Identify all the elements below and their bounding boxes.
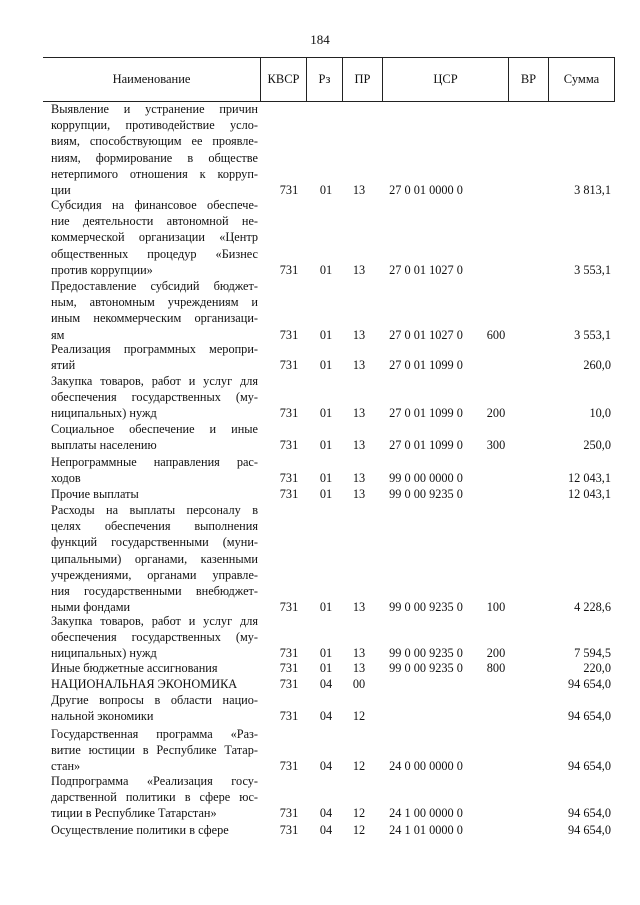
row-name-line: ными фондами — [51, 600, 131, 615]
row-name-line: стан» — [51, 759, 81, 774]
cell-rz: 01 — [319, 327, 333, 342]
cell-rz: 01 — [319, 182, 333, 197]
row-name-line: Иные бюджетные ассигнования — [51, 661, 218, 675]
row-name-line: обеспечения государственных (му- — [51, 630, 258, 645]
cell-pr: 13 — [352, 600, 366, 615]
cell-sum: 94 654,0 — [567, 806, 611, 821]
cell-kvsr: 731 — [279, 660, 299, 675]
table-row — [51, 613, 611, 662]
cell-sum: 250,0 — [583, 438, 611, 453]
row-name — [51, 613, 258, 662]
row-name — [51, 373, 258, 422]
row-name-line: Реализация программных меропри- — [51, 342, 258, 356]
row-name-line: обеспечения государственных (му- — [51, 390, 258, 405]
cell-sum: 7 594,5 — [574, 646, 611, 661]
cell-vr: 100 — [486, 600, 506, 615]
row-name-line: Государственная программа «Раз- — [51, 727, 258, 741]
cell-sum: 94 654,0 — [567, 709, 611, 724]
row-name — [51, 660, 258, 676]
row-name-line: Непрограммные направления рас- — [51, 455, 258, 469]
row-name — [51, 421, 258, 453]
cell-rz: 01 — [319, 486, 333, 501]
cell-csr: 27 0 01 1027 0 — [389, 327, 463, 342]
cell-csr: 27 0 01 1099 0 — [389, 406, 463, 421]
row-name-line: нальной экономики — [51, 709, 154, 724]
table-row — [51, 341, 611, 373]
row-name — [51, 692, 258, 724]
row-name-line: функций государственными (муни- — [51, 535, 258, 550]
cell-kvsr: 731 — [279, 358, 299, 373]
cell-rz: 01 — [319, 471, 333, 486]
cell-pr: 13 — [352, 262, 366, 277]
cell-csr: 24 1 00 0000 0 — [389, 806, 463, 821]
cell-kvsr: 731 — [279, 676, 299, 691]
cell-rz: 04 — [319, 822, 333, 837]
row-name — [51, 341, 258, 373]
row-name-line: Закупка товаров, работ и услуг для — [51, 374, 258, 388]
cell-kvsr: 731 — [279, 486, 299, 501]
cell-kvsr: 731 — [279, 327, 299, 342]
row-name — [51, 454, 258, 486]
cell-rz: 04 — [319, 759, 333, 774]
header-rz: Рз — [306, 58, 342, 101]
row-name-line: Другие вопросы в области нацио- — [51, 693, 258, 707]
cell-csr: 99 0 00 9235 0 — [389, 646, 463, 661]
row-name-line: ниципальных) нужд — [51, 406, 157, 421]
header-name: Наименование — [112, 72, 191, 86]
cell-pr: 13 — [352, 486, 366, 501]
table-row — [51, 692, 611, 724]
cell-kvsr: 731 — [279, 806, 299, 821]
cell-csr: 27 0 01 1099 0 — [389, 438, 463, 453]
cell-rz: 01 — [319, 358, 333, 373]
row-name-line: ния государственными внебюджет- — [51, 584, 258, 599]
cell-kvsr: 731 — [279, 646, 299, 661]
cell-sum: 4 228,6 — [574, 600, 611, 615]
page-number: 184 — [310, 32, 330, 47]
row-name-line: выплаты населению — [51, 438, 157, 453]
cell-csr: 24 1 01 0000 0 — [389, 822, 463, 837]
table-row — [51, 773, 611, 822]
cell-pr: 00 — [352, 676, 366, 691]
row-name-line: Выявление и устранение причин — [51, 102, 258, 116]
row-name — [51, 676, 258, 692]
cell-sum: 12 043,1 — [567, 471, 611, 486]
cell-pr: 13 — [352, 471, 366, 486]
cell-kvsr: 731 — [279, 182, 299, 197]
row-name-line: Предоставление субсидий бюджет- — [51, 279, 258, 293]
cell-rz: 01 — [319, 406, 333, 421]
cell-sum: 94 654,0 — [567, 759, 611, 774]
cell-rz: 01 — [319, 438, 333, 453]
cell-sum: 12 043,1 — [567, 486, 611, 501]
row-name-line: витие юстиции в Республике Татар- — [51, 743, 258, 758]
cell-vr: 200 — [486, 646, 506, 661]
header-kvsr: КВСР — [260, 58, 306, 101]
row-name — [51, 486, 258, 502]
header-csr: ЦСР — [382, 58, 508, 101]
row-name-line: Осуществление политики в сфере — [51, 823, 229, 837]
cell-csr: 27 0 01 1099 0 — [389, 358, 463, 373]
row-name-line: Субсидия на финансовое обеспече- — [51, 198, 258, 212]
header-pr: ПР — [342, 58, 382, 101]
cell-sum: 94 654,0 — [567, 676, 611, 691]
row-name-line: НАЦИОНАЛЬНАЯ ЭКОНОМИКА — [51, 677, 238, 691]
row-name-line: иным некоммерческим организаци- — [51, 311, 258, 326]
cell-csr: 99 0 00 0000 0 — [389, 471, 463, 486]
cell-pr: 12 — [352, 709, 366, 724]
table-row — [51, 101, 611, 198]
row-name-line: ции — [51, 183, 71, 198]
cell-rz: 04 — [319, 709, 333, 724]
row-name-line: дарственной политики в сфере юс- — [51, 790, 258, 805]
cell-rz: 04 — [319, 676, 333, 691]
cell-rz: 01 — [319, 646, 333, 661]
row-name-line: Расходы на выплаты персоналу в — [51, 503, 258, 517]
row-name-line: виям, способствующим ее проявле- — [51, 134, 258, 149]
cell-csr: 99 0 00 9235 0 — [389, 600, 463, 615]
row-name-line: целях обеспечения выполнения — [51, 519, 258, 534]
row-name-line: общественных процедур «Бизнес — [51, 246, 258, 261]
cell-pr: 12 — [352, 822, 366, 837]
cell-csr: 27 0 01 0000 0 — [389, 182, 463, 197]
cell-csr: 24 0 00 0000 0 — [389, 759, 463, 774]
cell-pr: 13 — [352, 182, 366, 197]
row-name-line: Закупка товаров, работ и услуг для — [51, 614, 258, 628]
cell-sum: 220,0 — [583, 660, 611, 675]
row-name-line: ным, автономным учреждениям и — [51, 295, 258, 310]
cell-rz: 01 — [319, 600, 333, 615]
cell-sum: 10,0 — [589, 406, 611, 421]
table-row — [51, 822, 611, 838]
header-sum: Сумма — [548, 58, 615, 101]
table-row — [51, 726, 611, 775]
cell-kvsr: 731 — [279, 759, 299, 774]
cell-vr: 800 — [486, 660, 506, 675]
table-row — [51, 373, 611, 422]
table-row — [51, 278, 611, 343]
cell-kvsr: 731 — [279, 438, 299, 453]
cell-csr: 99 0 00 9235 0 — [389, 660, 463, 675]
cell-rz: 01 — [319, 660, 333, 675]
row-name-line: Подпрограмма «Реализация госу- — [51, 774, 258, 788]
cell-kvsr: 731 — [279, 822, 299, 837]
cell-pr: 13 — [352, 646, 366, 661]
cell-pr: 12 — [352, 759, 366, 774]
row-name — [51, 278, 258, 343]
cell-pr: 13 — [352, 660, 366, 675]
header-vr: ВР — [508, 58, 548, 101]
row-name-line: ятий — [51, 358, 76, 373]
row-name — [51, 773, 258, 822]
row-name — [51, 101, 258, 198]
cell-vr: 300 — [486, 438, 506, 453]
cell-kvsr: 731 — [279, 471, 299, 486]
table-header — [43, 57, 615, 102]
row-name-line: Социальное обеспечение и иные — [51, 422, 258, 436]
cell-kvsr: 731 — [279, 262, 299, 277]
cell-kvsr: 731 — [279, 600, 299, 615]
row-name-line: учреждениями, органами управле- — [51, 567, 258, 582]
row-name-line: Прочие выплаты — [51, 487, 139, 501]
row-name — [51, 502, 258, 615]
cell-pr: 13 — [352, 438, 366, 453]
cell-sum: 3 553,1 — [574, 262, 611, 277]
table-row — [51, 197, 611, 278]
row-name-line: ям — [51, 327, 65, 342]
row-name — [51, 197, 258, 278]
row-name — [51, 822, 258, 838]
cell-rz: 04 — [319, 806, 333, 821]
cell-kvsr: 731 — [279, 406, 299, 421]
row-name — [51, 726, 258, 775]
table-row — [51, 421, 611, 453]
row-name-line: ходов — [51, 471, 81, 486]
cell-sum: 3 813,1 — [574, 182, 611, 197]
row-name-line: коммерческой организации «Центр — [51, 230, 258, 245]
cell-sum: 94 654,0 — [567, 822, 611, 837]
table-row — [51, 676, 611, 692]
cell-pr: 13 — [352, 327, 366, 342]
cell-rz: 01 — [319, 262, 333, 277]
cell-sum: 3 553,1 — [574, 327, 611, 342]
cell-csr: 27 0 01 1027 0 — [389, 262, 463, 277]
row-name-line: против коррупции» — [51, 262, 153, 277]
table-row — [51, 454, 611, 486]
table-row — [51, 486, 611, 502]
row-name-line: тиции в Республике Татарстан» — [51, 806, 217, 821]
cell-pr: 13 — [352, 358, 366, 373]
table-row — [51, 502, 611, 615]
cell-pr: 12 — [352, 806, 366, 821]
row-name-line: ципальными) органами, казенными — [51, 551, 258, 566]
cell-kvsr: 731 — [279, 709, 299, 724]
row-name-line: ниципальных) нужд — [51, 646, 157, 661]
cell-sum: 260,0 — [583, 358, 611, 373]
cell-csr: 99 0 00 9235 0 — [389, 486, 463, 501]
cell-vr: 200 — [486, 406, 506, 421]
row-name-line: нетерпимого отношения к корруп- — [51, 166, 258, 181]
cell-vr: 600 — [486, 327, 506, 342]
table-row — [51, 660, 611, 676]
cell-pr: 13 — [352, 406, 366, 421]
row-name-line: ние деятельности автономной не- — [51, 214, 258, 229]
row-name-line: коррупции, противодействие усло- — [51, 118, 258, 133]
row-name-line: ниям, формирование в обществе — [51, 150, 258, 165]
